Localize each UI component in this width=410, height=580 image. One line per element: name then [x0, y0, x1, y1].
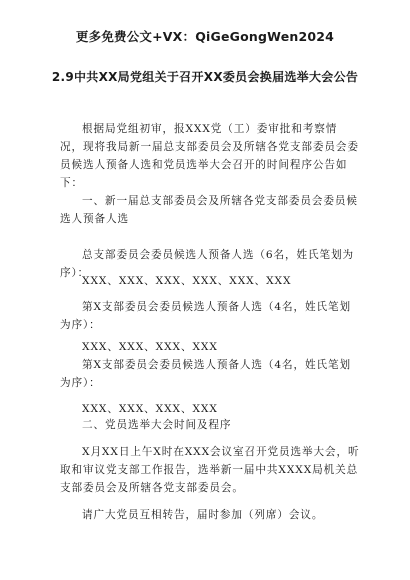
paragraph-meeting-details: X月XX日上午X时在XXX会议室召开党员选举大会，听取和审议党支部工作报告，选举新一届中共XXXX局机关总支部委员会及所辖各党支部委员会。 [60, 446, 360, 494]
promo-header: 更多免费公文+VX：QiGeGongWen2024 [75, 29, 335, 44]
paragraph-general-branch-candidates: 总支部委员会委员候选人预备人选（6名，姓氏笔划为序）： [60, 249, 354, 279]
candidate-list-branch-a: XXX、XXX、XXX、XXX [82, 341, 218, 353]
candidate-list-general: XXX、XXX、XXX、XXX、XXX、XXX [82, 275, 292, 287]
paragraph-intro: 根据局党组初审，报XXX党（工）委审批和考察情况，现将我局新一届总支部委员会及所辖各党支部委员会委员候选人预备人选和党员选举大会召开的时间程序公告如下： [60, 123, 359, 189]
document-title: 2.9中共XX局党组关于召开XX委员会换届选举大会公告 [51, 70, 359, 84]
paragraph-section-one: 一、新一届总支部委员会及所辖各党支部委员会委员候选人预备人选 [60, 195, 358, 225]
candidate-list-branch-b: XXX、XXX、XXX、XXX [82, 403, 218, 415]
paragraph-branch-b-candidates: 第X支部委员会委员候选人预备人选（4名，姓氏笔划为序）： [60, 359, 351, 389]
paragraph-notice: 请广大党员互相转告，届时参加（列席）会议。 [82, 509, 324, 521]
paragraph-section-two: 二、党员选举大会时间及程序 [82, 419, 232, 431]
paragraph-branch-a-candidates: 第X支部委员会委员候选人预备人选（4名，姓氏笔划为序）： [60, 301, 351, 331]
